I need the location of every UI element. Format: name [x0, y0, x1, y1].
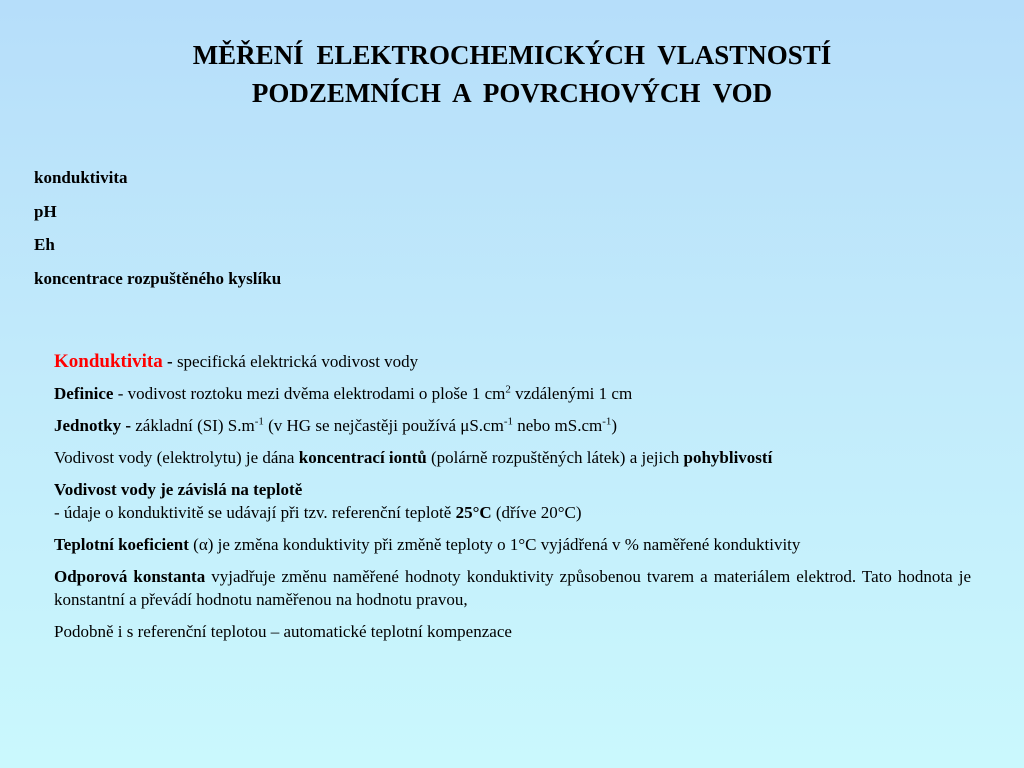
paragraph-text: vzdálenými 1 cm	[510, 384, 633, 403]
topic-item: konduktivita	[34, 168, 128, 187]
superscript: -1	[503, 415, 513, 428]
paragraph-text: - údaje o konduktivitě se udávají při tzv. referenční teplotě	[54, 503, 456, 522]
paragraph-text: (polárně rozpuštěných látek) a jejich	[426, 448, 684, 467]
title-line-2: PODZEMNÍCH A POVRCHOVÝCH VOD	[251, 78, 773, 108]
paragraph-text: (dříve 20°C)	[491, 503, 582, 522]
topic-item: Eh	[34, 235, 55, 254]
paragraph-text: specifická elektrická vodivost vody	[176, 352, 419, 371]
superscript: -1	[254, 415, 264, 428]
paragraph-teplota	[54, 478, 971, 524]
reference-temperature: 25°C	[455, 503, 492, 522]
paragraph-text: (α) je změna konduktivity při změně teploty o 1°C vyjádřená v % naměřené konduktivity	[188, 535, 801, 554]
content-body	[54, 350, 971, 652]
paragraph-konduktivita	[54, 350, 971, 373]
title-line-1: MĚŘENÍ ELEKTROCHEMICKÝCH VLASTNOSTÍ	[192, 40, 832, 70]
topic-item: pH	[34, 201, 57, 221]
page-title	[0, 36, 1024, 112]
paragraph-definice	[54, 382, 971, 405]
paragraph-text: )	[611, 416, 618, 435]
term-jednotky: Jednotky -	[54, 416, 131, 435]
paragraph-text: (v HG se nejčastěji používá μS.cm	[263, 416, 504, 435]
topic-list	[34, 168, 281, 302]
topic-item: koncentrace rozpuštěného kyslíku	[34, 268, 282, 288]
superscript: -1	[602, 415, 612, 428]
paragraph-text: - vodivost roztoku mezi dvěma elektrodami o ploše 1 cm	[113, 384, 506, 403]
paragraph-text: vyjadřuje změnu naměřené hodnoty konduktivity způsobenou tvarem a materiálem elektrod. Tato hodnota je konstantní a převádí hodnotu naměřenou na hodnotu pravou,	[54, 567, 971, 609]
term-koncentraci-iontu: koncentrací iontů	[298, 448, 427, 467]
term-konduktivita: Konduktivita	[54, 351, 163, 372]
paragraph-jednotky	[54, 414, 971, 437]
term-teplotni-koeficient: Teplotní koeficient	[54, 535, 189, 554]
paragraph-kompenzace: Podobně i s referenční teplotou – automatické teplotní kompenzace	[54, 622, 512, 641]
term-dash: -	[162, 352, 177, 371]
paragraph-vodivost	[54, 446, 971, 469]
paragraph-odporova-konstanta	[54, 565, 971, 611]
paragraph-teplotni-koeficient	[54, 533, 971, 556]
term-odporova-konstanta: Odporová konstanta	[54, 567, 206, 586]
term-pohyblivosti: pohyblivostí	[683, 448, 773, 467]
paragraph-text: nebo mS.cm	[513, 416, 603, 435]
term-definice: Definice	[54, 384, 114, 403]
paragraph-text: základní (SI) S.m	[130, 416, 255, 435]
paragraph-text: Vodivost vody (elektrolytu) je dána	[54, 448, 299, 467]
superscript: 2	[505, 383, 511, 396]
heading-teplota: Vodivost vody je závislá na teplotě	[54, 480, 303, 499]
